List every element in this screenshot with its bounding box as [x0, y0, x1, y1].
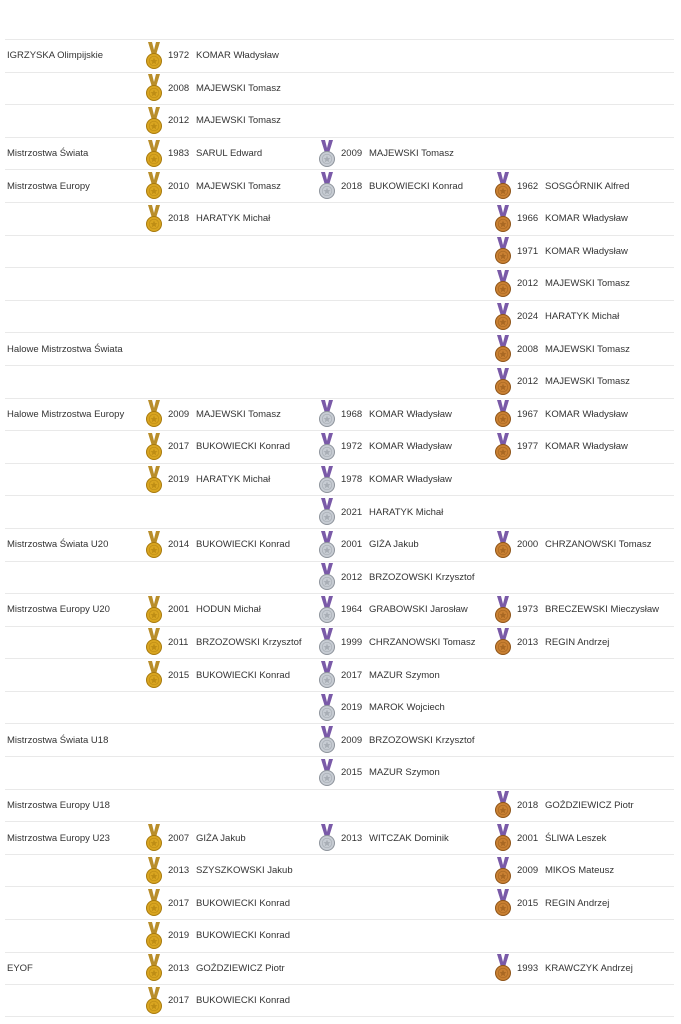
medal-year: 2001 [517, 832, 539, 844]
silver-medal-entry [318, 562, 475, 594]
athlete-name: KOMAR Władysław [545, 408, 628, 420]
medal-year: 2012 [168, 115, 190, 127]
medal-year: 2019 [168, 930, 190, 942]
athlete-name: GIŻA Jakub [369, 539, 419, 551]
athlete-name: BRZOZOWSKI Krzysztof [196, 636, 302, 648]
bronze-medal-icon [494, 790, 512, 820]
silver-medal-entry [318, 464, 452, 496]
medal-year: 1966 [517, 213, 539, 225]
athlete-name: MAJEWSKI Tomasz [196, 115, 281, 127]
athlete-name: BUKOWIECKI Konrad [196, 441, 290, 453]
medal-year: 2017 [168, 995, 190, 1007]
athlete-name: REGIN Andrzej [545, 897, 610, 909]
bronze-medal-entry [494, 170, 629, 202]
gold-medal-entry [145, 887, 290, 919]
gold-medal-icon [145, 106, 163, 136]
table-row [5, 235, 674, 268]
silver-medal-icon [318, 171, 336, 201]
medal-year: 1972 [341, 441, 363, 453]
medal-year: 2010 [168, 180, 190, 192]
gold-medal-entry [145, 594, 261, 626]
gold-medal-icon [145, 823, 163, 853]
athlete-name: MIKOS Mateusz [545, 865, 615, 877]
silver-medal-entry [318, 659, 440, 691]
athlete-name: MAZUR Szymon [369, 767, 440, 779]
silver-medal-icon [318, 139, 336, 169]
table-row [5, 821, 674, 854]
gold-medal-entry [145, 73, 281, 105]
medal-year: 1993 [517, 962, 539, 974]
athlete-name: MAJEWSKI Tomasz [545, 343, 630, 355]
gold-medal-icon [145, 432, 163, 462]
athlete-name: CHRZANOWSKI Tomasz [545, 539, 652, 551]
medal-year: 2012 [517, 278, 539, 290]
table-row [5, 300, 674, 333]
athlete-name: GIŻA Jakub [196, 832, 246, 844]
gold-medal-entry [145, 431, 290, 463]
athlete-name: SARUL Edward [196, 148, 263, 160]
table-row [5, 854, 674, 887]
competition-name: Mistrzostwa Europy U20 [7, 604, 110, 616]
athlete-name: SZYSZKOWSKI Jakub [196, 865, 293, 877]
athlete-name: KOMAR Władysław [196, 50, 279, 62]
silver-medal-entry [318, 399, 452, 431]
medal-year: 2012 [517, 376, 539, 388]
medal-year: 2019 [341, 702, 363, 714]
bronze-medal-entry [494, 236, 628, 268]
medal-year: 2018 [341, 180, 363, 192]
athlete-name: ŚLIWA Leszek [545, 832, 607, 844]
silver-medal-entry [318, 627, 475, 659]
gold-medal-entry [145, 659, 290, 691]
bronze-medal-entry [494, 855, 614, 887]
bronze-medal-icon [494, 953, 512, 983]
medal-year: 2013 [341, 832, 363, 844]
athlete-name: KOMAR Władysław [545, 441, 628, 453]
competition-name: Mistrzostwa Europy U23 [7, 832, 110, 844]
bronze-medal-icon [494, 856, 512, 886]
gold-medal-icon [145, 204, 163, 234]
medal-year: 1978 [341, 474, 363, 486]
athlete-name: HODUN Michał [196, 604, 261, 616]
silver-medal-entry [318, 757, 440, 789]
silver-medal-icon [318, 562, 336, 592]
athlete-name: REGIN Andrzej [545, 636, 610, 648]
bronze-medal-entry [494, 203, 628, 235]
table-row [5, 365, 674, 398]
medal-year: 1962 [517, 180, 539, 192]
table-row [5, 593, 674, 626]
athlete-name: HARATYK Michał [545, 311, 620, 323]
medal-year: 2009 [517, 865, 539, 877]
medal-year: 2015 [341, 767, 363, 779]
athlete-name: BUKOWIECKI Konrad [196, 669, 290, 681]
silver-medal-entry [318, 496, 443, 528]
competition-name: IGRZYSKA Olimpijskie [7, 50, 104, 62]
competition-name: Mistrzostwa Świata U20 [7, 539, 109, 551]
medal-table [5, 39, 674, 1017]
gold-medal-icon [145, 73, 163, 103]
medal-year: 1964 [341, 604, 363, 616]
gold-medal-icon [145, 465, 163, 495]
table-row [5, 789, 674, 822]
athlete-name: KOMAR Władysław [545, 245, 628, 257]
athlete-name: GRABOWSKI Jarosław [369, 604, 468, 616]
athlete-name: MAJEWSKI Tomasz [545, 278, 630, 290]
gold-medal-icon [145, 399, 163, 429]
competition-name: Halowe Mistrzostwa Świata [7, 343, 123, 355]
table-row [5, 561, 674, 594]
athlete-name: HARATYK Michał [369, 506, 444, 518]
medal-year: 2009 [341, 148, 363, 160]
bronze-medal-entry [494, 822, 606, 854]
table-row [5, 691, 674, 724]
table-row [5, 919, 674, 952]
table-row [5, 430, 674, 463]
medal-year: 1999 [341, 636, 363, 648]
athlete-name: HARATYK Michał [196, 474, 271, 486]
silver-medal-icon [318, 758, 336, 788]
silver-medal-icon [318, 823, 336, 853]
gold-medal-icon [145, 627, 163, 657]
table-row [5, 169, 674, 202]
silver-medal-icon [318, 432, 336, 462]
silver-medal-entry [318, 170, 463, 202]
bronze-medal-icon [494, 236, 512, 266]
gold-medal-entry [145, 105, 281, 137]
gold-medal-icon [145, 660, 163, 690]
competition-name: Halowe Mistrzostwa Europy [7, 408, 125, 420]
bronze-medal-entry [494, 953, 633, 985]
table-row [5, 463, 674, 496]
bronze-medal-icon [494, 171, 512, 201]
gold-medal-entry [145, 138, 262, 170]
athlete-name: MAJEWSKI Tomasz [196, 408, 281, 420]
bronze-medal-icon [494, 823, 512, 853]
medal-year: 2018 [168, 213, 190, 225]
athlete-name: BRZOZOWSKI Krzysztof [369, 571, 475, 583]
athlete-name: GOŹDZIEWICZ Piotr [545, 799, 634, 811]
table-row [5, 984, 674, 1017]
table-row [5, 72, 674, 105]
athlete-name: MAJEWSKI Tomasz [545, 376, 630, 388]
table-row [5, 104, 674, 137]
medal-year: 2008 [517, 343, 539, 355]
gold-medal-icon [145, 953, 163, 983]
gold-medal-entry [145, 399, 281, 431]
bronze-medal-icon [494, 530, 512, 560]
gold-medal-entry [145, 170, 281, 202]
table-row [5, 952, 674, 985]
silver-medal-icon [318, 497, 336, 527]
bronze-medal-entry [494, 399, 628, 431]
competition-name: Mistrzostwa Świata [7, 148, 89, 160]
gold-medal-entry [145, 464, 270, 496]
medal-year: 2012 [341, 571, 363, 583]
gold-medal-icon [145, 921, 163, 951]
silver-medal-icon [318, 693, 336, 723]
medal-year: 1983 [168, 148, 190, 160]
bronze-medal-icon [494, 627, 512, 657]
athlete-name: MAJEWSKI Tomasz [196, 82, 281, 94]
medal-year: 2017 [168, 441, 190, 453]
athlete-name: MAZUR Szymon [369, 669, 440, 681]
medal-year: 2001 [168, 604, 190, 616]
gold-medal-icon [145, 595, 163, 625]
silver-medal-icon [318, 660, 336, 690]
medal-year: 2007 [168, 832, 190, 844]
table-row [5, 39, 674, 72]
table-row [5, 137, 674, 170]
bronze-medal-entry [494, 790, 634, 822]
gold-medal-icon [145, 986, 163, 1016]
medal-year: 2009 [341, 734, 363, 746]
competition-name: Mistrzostwa Europy [7, 180, 90, 192]
competition-name: EYOF [7, 962, 33, 974]
athlete-name: GOŹDZIEWICZ Piotr [196, 962, 285, 974]
athlete-name: BUKOWIECKI Konrad [196, 995, 290, 1007]
medal-year: 2014 [168, 539, 190, 551]
medal-year: 2009 [168, 408, 190, 420]
athlete-name: KRAWCZYK Andrzej [545, 962, 633, 974]
silver-medal-entry [318, 138, 454, 170]
bronze-medal-entry [494, 627, 609, 659]
bronze-medal-icon [494, 269, 512, 299]
athlete-name: BUKOWIECKI Konrad [196, 897, 290, 909]
athlete-name: BUKOWIECKI Konrad [369, 180, 463, 192]
medal-year: 2019 [168, 474, 190, 486]
bronze-medal-entry [494, 431, 628, 463]
medal-year: 1971 [517, 245, 539, 257]
table-row [5, 658, 674, 691]
medal-year: 2013 [168, 865, 190, 877]
silver-medal-entry [318, 594, 468, 626]
gold-medal-entry [145, 822, 246, 854]
medal-year: 2021 [341, 506, 363, 518]
gold-medal-icon [145, 530, 163, 560]
bronze-medal-entry [494, 529, 651, 561]
athlete-name: KOMAR Władysław [545, 213, 628, 225]
athlete-name: MAROK Wojciech [369, 702, 445, 714]
gold-medal-icon [145, 888, 163, 918]
athlete-name: KOMAR Władysław [369, 441, 452, 453]
bronze-medal-entry [494, 268, 630, 300]
table-row [5, 723, 674, 756]
medal-year: 2017 [341, 669, 363, 681]
silver-medal-entry [318, 822, 449, 854]
athlete-name: BUKOWIECKI Konrad [196, 930, 290, 942]
table-row [5, 756, 674, 789]
bronze-medal-entry [494, 366, 630, 398]
silver-medal-icon [318, 530, 336, 560]
competition-name: Mistrzostwa Europy U18 [7, 799, 110, 811]
athlete-name: MAJEWSKI Tomasz [369, 148, 454, 160]
medal-year: 1977 [517, 441, 539, 453]
bronze-medal-icon [494, 432, 512, 462]
medal-year: 2017 [168, 897, 190, 909]
bronze-medal-entry [494, 333, 630, 365]
gold-medal-entry [145, 920, 290, 952]
table-row [5, 267, 674, 300]
table-row [5, 495, 674, 528]
medal-year: 2001 [341, 539, 363, 551]
table-row [5, 528, 674, 561]
bronze-medal-entry [494, 887, 609, 919]
silver-medal-entry [318, 724, 475, 756]
silver-medal-icon [318, 725, 336, 755]
silver-medal-entry [318, 431, 452, 463]
table-row [5, 202, 674, 235]
medal-year: 2015 [168, 669, 190, 681]
gold-medal-icon [145, 856, 163, 886]
athlete-name: BUKOWIECKI Konrad [196, 539, 290, 551]
medal-year: 2011 [168, 636, 189, 648]
athlete-name: KOMAR Władysław [369, 474, 452, 486]
medal-year: 2018 [517, 799, 539, 811]
bronze-medal-entry [494, 594, 659, 626]
table-row [5, 886, 674, 919]
medal-year: 2000 [517, 539, 539, 551]
athlete-name: BRECZEWSKI Mieczysław [545, 604, 660, 616]
athlete-name: HARATYK Michał [196, 213, 271, 225]
silver-medal-icon [318, 627, 336, 657]
silver-medal-icon [318, 399, 336, 429]
athlete-name: BRZOZOWSKI Krzysztof [369, 734, 475, 746]
gold-medal-entry [145, 855, 293, 887]
bronze-medal-icon [494, 399, 512, 429]
table-row [5, 626, 674, 659]
athlete-name: SOSGÓRNIK Alfred [545, 180, 630, 192]
athlete-name: MAJEWSKI Tomasz [196, 180, 281, 192]
gold-medal-entry [145, 627, 302, 659]
gold-medal-entry [145, 985, 290, 1016]
medal-year: 1967 [517, 408, 539, 420]
silver-medal-icon [318, 465, 336, 495]
bronze-medal-icon [494, 888, 512, 918]
silver-medal-entry [318, 692, 445, 724]
bronze-medal-icon [494, 302, 512, 332]
medal-year: 1972 [168, 50, 190, 62]
gold-medal-entry [145, 203, 270, 235]
medal-year: 2013 [517, 636, 539, 648]
medal-year: 1968 [341, 408, 363, 420]
athlete-name: WITCZAK Dominik [369, 832, 449, 844]
gold-medal-entry [145, 953, 285, 985]
table-row [5, 398, 674, 431]
athlete-name: CHRZANOWSKI Tomasz [369, 636, 476, 648]
medal-year: 2015 [517, 897, 539, 909]
competition-name: Mistrzostwa Świata U18 [7, 734, 109, 746]
bronze-medal-entry [494, 301, 619, 333]
bronze-medal-icon [494, 367, 512, 397]
medal-year: 2013 [168, 962, 190, 974]
gold-medal-entry [145, 40, 279, 72]
athlete-name: KOMAR Władysław [369, 408, 452, 420]
gold-medal-icon [145, 171, 163, 201]
bronze-medal-icon [494, 204, 512, 234]
medal-year: 2024 [517, 311, 539, 323]
gold-medal-icon [145, 41, 163, 71]
medal-year: 2008 [168, 82, 190, 94]
gold-medal-icon [145, 139, 163, 169]
gold-medal-entry [145, 529, 290, 561]
table-row [5, 332, 674, 365]
bronze-medal-icon [494, 334, 512, 364]
silver-medal-entry [318, 529, 419, 561]
bronze-medal-icon [494, 595, 512, 625]
silver-medal-icon [318, 595, 336, 625]
medal-year: 1973 [517, 604, 539, 616]
